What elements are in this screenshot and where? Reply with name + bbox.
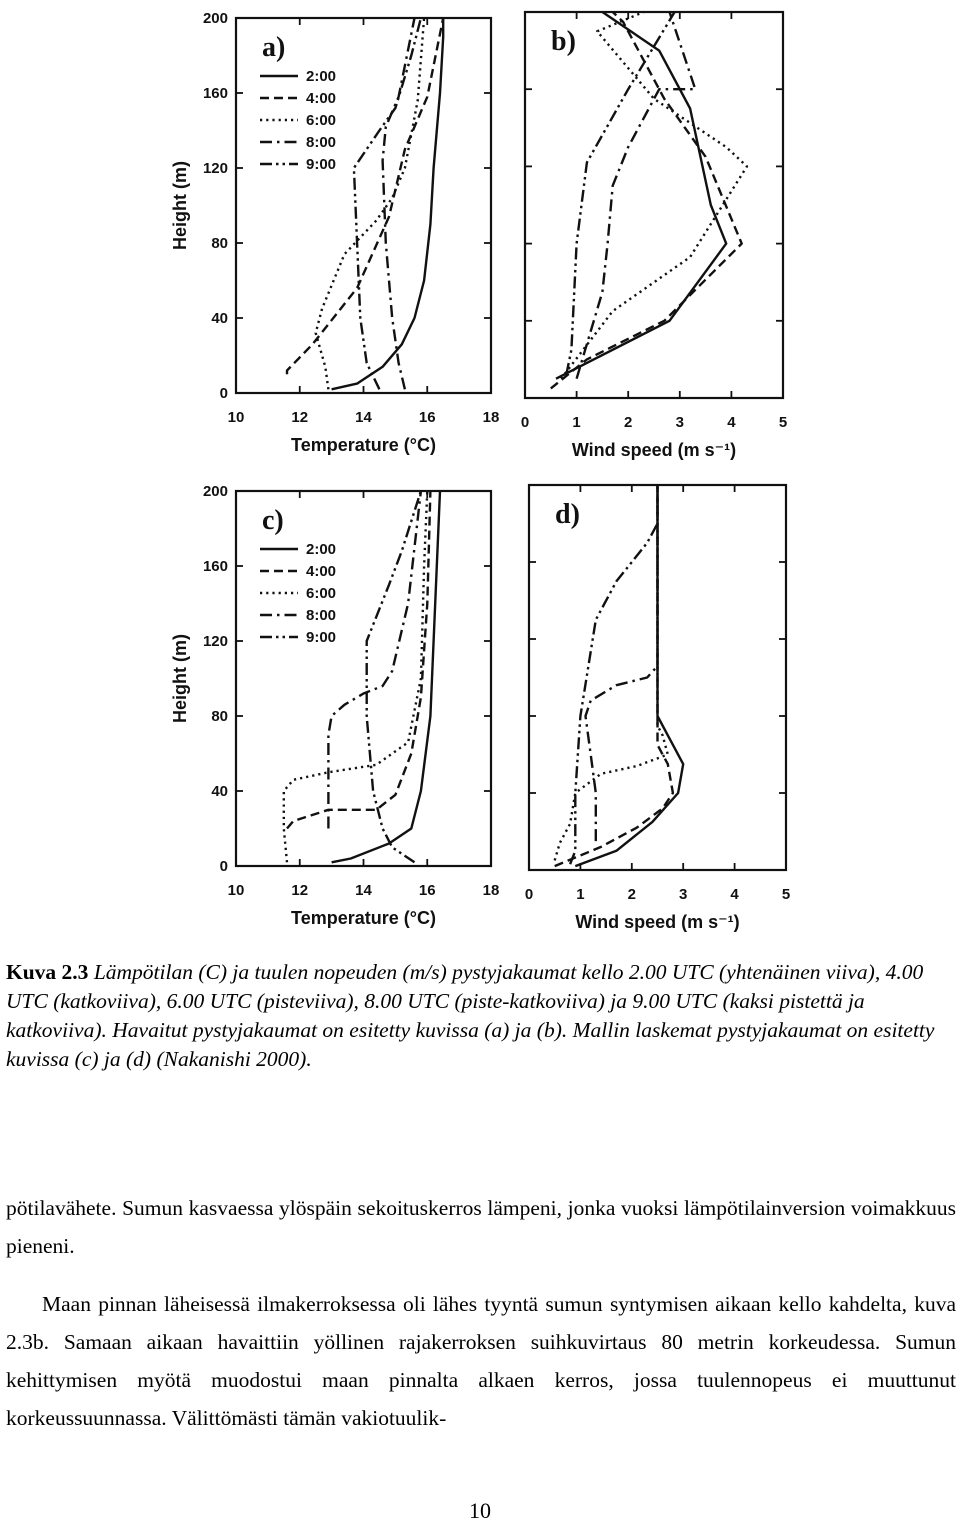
chart-c-ytick-label: 0 [219, 858, 228, 875]
chart-c-ytick-label: 40 [211, 783, 228, 800]
chart-c-legend-label: 2:00 [306, 541, 337, 558]
chart-d-series-400 [555, 485, 673, 866]
chart-c-ytick-label: 80 [211, 708, 228, 725]
chart-c-xtick-label: 10 [227, 882, 245, 899]
chart-a-xlabel: Temperature (°C) [291, 435, 436, 455]
chart-b-series-900 [566, 12, 674, 375]
chart-b-xtick-label: 2 [624, 414, 633, 431]
body-paragraph-1: pötilavähete. Sumun kasvaessa ylöspäin sekoituskerros lämpeni, jonka vuoksi lämpötilainversion voimakkuus pieneni. [6, 1196, 956, 1258]
chart-d-xtick-label: 2 [627, 886, 636, 903]
chart-d-series-600 [555, 485, 668, 860]
chart-c-legend-label: 9:00 [306, 629, 337, 646]
chart-a-xtick-label: 14 [355, 409, 372, 426]
chart-c-ytick-label: 120 [202, 633, 228, 650]
chart-c-series-900 [367, 491, 421, 862]
chart-d-series-200 [575, 485, 683, 866]
page-number: 10 [469, 1498, 491, 1523]
chart-c-xlabel: Temperature (°C) [291, 908, 436, 928]
chart-a-xtick-label: 18 [482, 409, 500, 426]
chart-c-series-800 [328, 491, 421, 829]
chart-b-series-800 [577, 12, 696, 379]
chart-a-legend-label: 9:00 [306, 156, 337, 173]
chart-a-legend-label: 8:00 [306, 134, 337, 151]
chart-a-ytick-label: 120 [202, 160, 228, 177]
chart-b-xtick-label: 5 [778, 414, 788, 431]
chart-c-ytick-label: 160 [202, 558, 228, 575]
chart-a-legend-label: 4:00 [306, 90, 337, 107]
chart-a-ytick-label: 200 [202, 10, 228, 27]
chart-d-xtick-label: 4 [730, 886, 739, 903]
caption-text: Lämpötilan (C) ja tuulen nopeuden (m/s) pystyjakaumat kello 2.00 UTC (yhtenäinen viiva), 4.00 UTC (katkoviiva), 6.00 UTC (pisteviiva), 8.00 UTC (piste-katkoviiva) ja 9.00 UTC (kaksi pistettä ja katkoviiva). Havaitut pystyjakaumat on esitetty kuvissa (a) ja (b). Mallin laskemat pystyjakaumat on esitetty kuvissa (c) ja (d) (Nakanishi 2000). [6, 960, 935, 1071]
chart-a-series-800 [383, 18, 415, 389]
chart-b-xtick-label: 3 [675, 414, 684, 431]
chart-c-xtick-label: 18 [482, 882, 500, 899]
chart-c-ylabel: Height (m) [170, 634, 190, 723]
chart-c-xtick-label: 16 [418, 882, 436, 899]
body-paragraph-2: Maan pinnan läheisessä ilmakerroksessa oli lähes tyyntä sumun syntymisen aikaan kello kahdelta, kuva 2.3b. Samaan aikaan havaittiin yöllinen rajakerroksen suihkuvirtaus 80 metrin korkeudessa. Sumun kehittymisen myötä muodostui maan pinnalta alkaen kerros, jossa tuulennopeus ei muuttunut korkeussuunnassa. Välittömästi tämän vakiotuulik- [6, 1292, 956, 1430]
chart-b-panel-label: b) [551, 26, 576, 57]
chart-b-frame [525, 12, 783, 398]
chart-c-legend-label: 8:00 [306, 607, 337, 624]
caption-label: Kuva 2.3 [6, 960, 89, 984]
chart-a-legend-label: 6:00 [306, 112, 337, 129]
chart-d-xlabel: Wind speed (m s⁻¹) [575, 912, 740, 932]
chart-a-ytick-label: 40 [211, 310, 228, 327]
figure-caption [6, 958, 956, 1074]
chart-b-xtick-label: 4 [727, 414, 736, 431]
chart-a-ytick-label: 160 [202, 85, 228, 102]
chart-a-ylabel: Height (m) [170, 161, 190, 250]
chart-c-panel-label: c) [262, 505, 284, 536]
chart-c-xtick-label: 14 [355, 882, 372, 899]
chart-d-series-800 [586, 485, 658, 841]
chart-a-series-900 [354, 18, 421, 389]
chart-a-ytick-label: 0 [219, 385, 228, 402]
chart-a-legend-label: 2:00 [306, 68, 337, 85]
chart-d-panel-label: d) [555, 499, 580, 530]
chart-d-xtick-label: 0 [524, 886, 534, 903]
chart-b-series-600 [561, 12, 747, 379]
chart-b-xlabel: Wind speed (m s⁻¹) [571, 440, 737, 460]
chart-c-legend-label: 6:00 [306, 585, 337, 602]
chart-a-ytick-label: 80 [211, 235, 228, 252]
chart-a-frame [236, 18, 491, 393]
chart-a-series-200 [332, 18, 444, 389]
chart-a-xtick-label: 12 [291, 409, 309, 426]
chart-c-legend-label: 4:00 [306, 563, 337, 580]
chart-d-xtick-label: 3 [679, 886, 688, 903]
chart-c-frame [236, 491, 491, 866]
chart-d-series-900 [570, 485, 657, 864]
chart-a-panel-label: a) [262, 32, 286, 63]
chart-c-series-200 [332, 491, 440, 862]
chart-d-xtick-label: 1 [576, 886, 585, 903]
chart-a-xtick-label: 10 [227, 409, 245, 426]
chart-c-xtick-label: 12 [291, 882, 309, 899]
chart-b-xtick-label: 0 [520, 414, 530, 431]
chart-b-xtick-label: 1 [572, 414, 581, 431]
chart-d-xtick-label: 5 [781, 886, 791, 903]
chart-a-xtick-label: 16 [418, 409, 436, 426]
chart-c-ytick-label: 200 [202, 483, 228, 500]
